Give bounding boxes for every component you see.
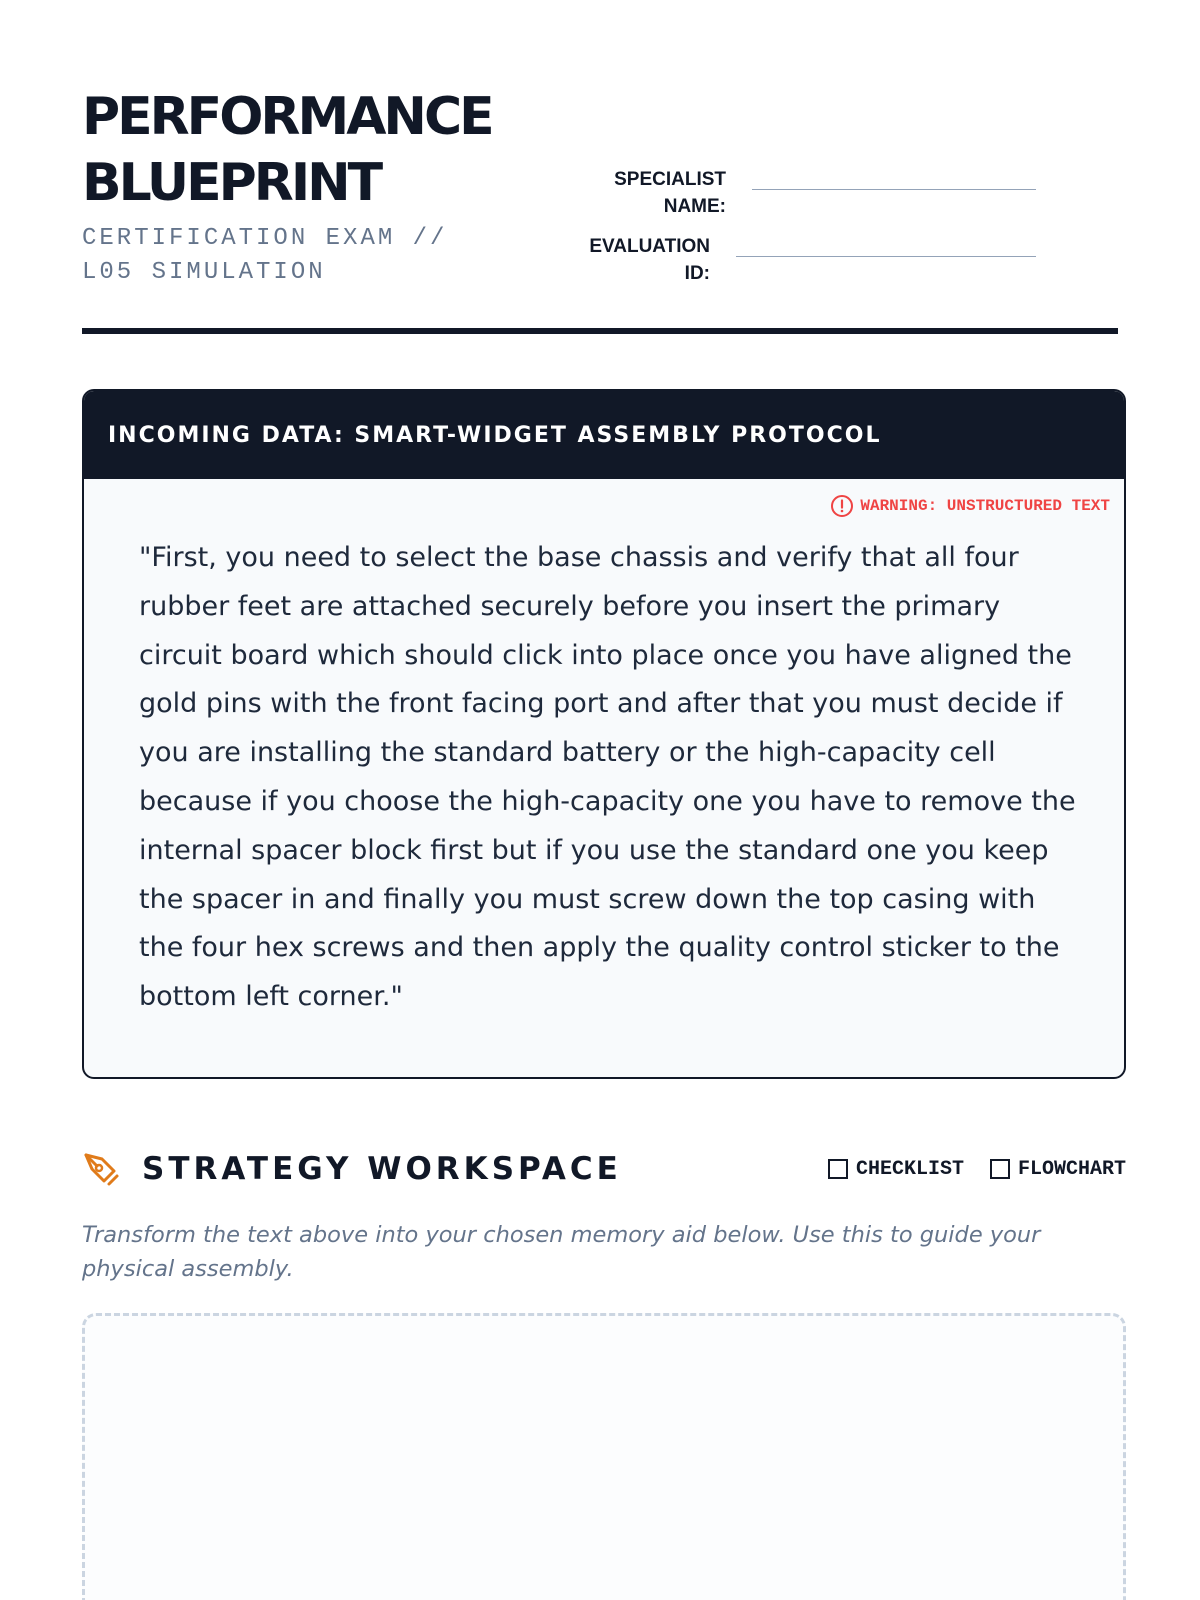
evaluation-id-input[interactable] <box>736 233 1036 257</box>
checklist-label: CHECKLIST <box>855 1157 964 1181</box>
flowchart-option[interactable] <box>990 1158 1126 1181</box>
protocol-text: "First, you need to select the base chassis and verify that all four rubber feet are attached securely before you insert the primary circuit board which should click into place once you have aligned the gold pins with the front facing port and after that you must decide if you are installing the standard battery or the high-capacity cell because if you choose the high-capacity one you have to remove the internal spacer block first but if you use the standard one you keep the spacer in and finally you must screw down the top casing with the four hex screws and then apply the quality control sticker to the bottom left corner." <box>139 542 1076 1013</box>
incoming-data-card <box>82 389 1126 1079</box>
workspace-hint: Transform the text above into your chosen memory aid below. Use this to guide your physical assembly. <box>82 1222 1041 1282</box>
evaluation-id-label: EVALUATION ID: <box>589 236 710 284</box>
workspace-drawing-area[interactable] <box>82 1313 1126 1600</box>
warning-text: WARNING: UNSTRUCTURED TEXT <box>860 497 1110 515</box>
pen-nib-icon <box>82 1149 122 1189</box>
workspace-header <box>82 1148 1126 1190</box>
checklist-option[interactable] <box>828 1158 964 1181</box>
flowchart-checkbox[interactable] <box>990 1159 1010 1179</box>
checklist-checkbox[interactable] <box>828 1159 848 1179</box>
title-line-1: PERFORMANCE <box>82 87 492 147</box>
card-header <box>84 391 1124 479</box>
page-subtitle: CERTIFICATION EXAM // L05 SIMULATION <box>82 225 448 286</box>
header <box>82 0 1118 337</box>
page-title <box>82 84 492 216</box>
flowchart-label: FLOWCHART <box>1017 1157 1126 1181</box>
specialist-name-input[interactable] <box>752 166 1036 190</box>
card-title: INCOMING DATA: SMART-WIDGET ASSEMBLY PROTOCOL <box>108 422 882 448</box>
header-divider <box>82 328 1118 334</box>
alert-circle-icon <box>830 494 854 518</box>
specialist-name-label: SPECIALIST NAME: <box>614 169 726 217</box>
evaluation-id-field <box>570 233 1036 287</box>
workspace-title: STRATEGY WORKSPACE <box>142 1151 622 1187</box>
specialist-name-field <box>586 166 1036 220</box>
aid-type-options <box>828 1158 1126 1181</box>
title-line-2: BLUEPRINT <box>82 153 381 213</box>
warning-badge <box>830 494 1110 518</box>
